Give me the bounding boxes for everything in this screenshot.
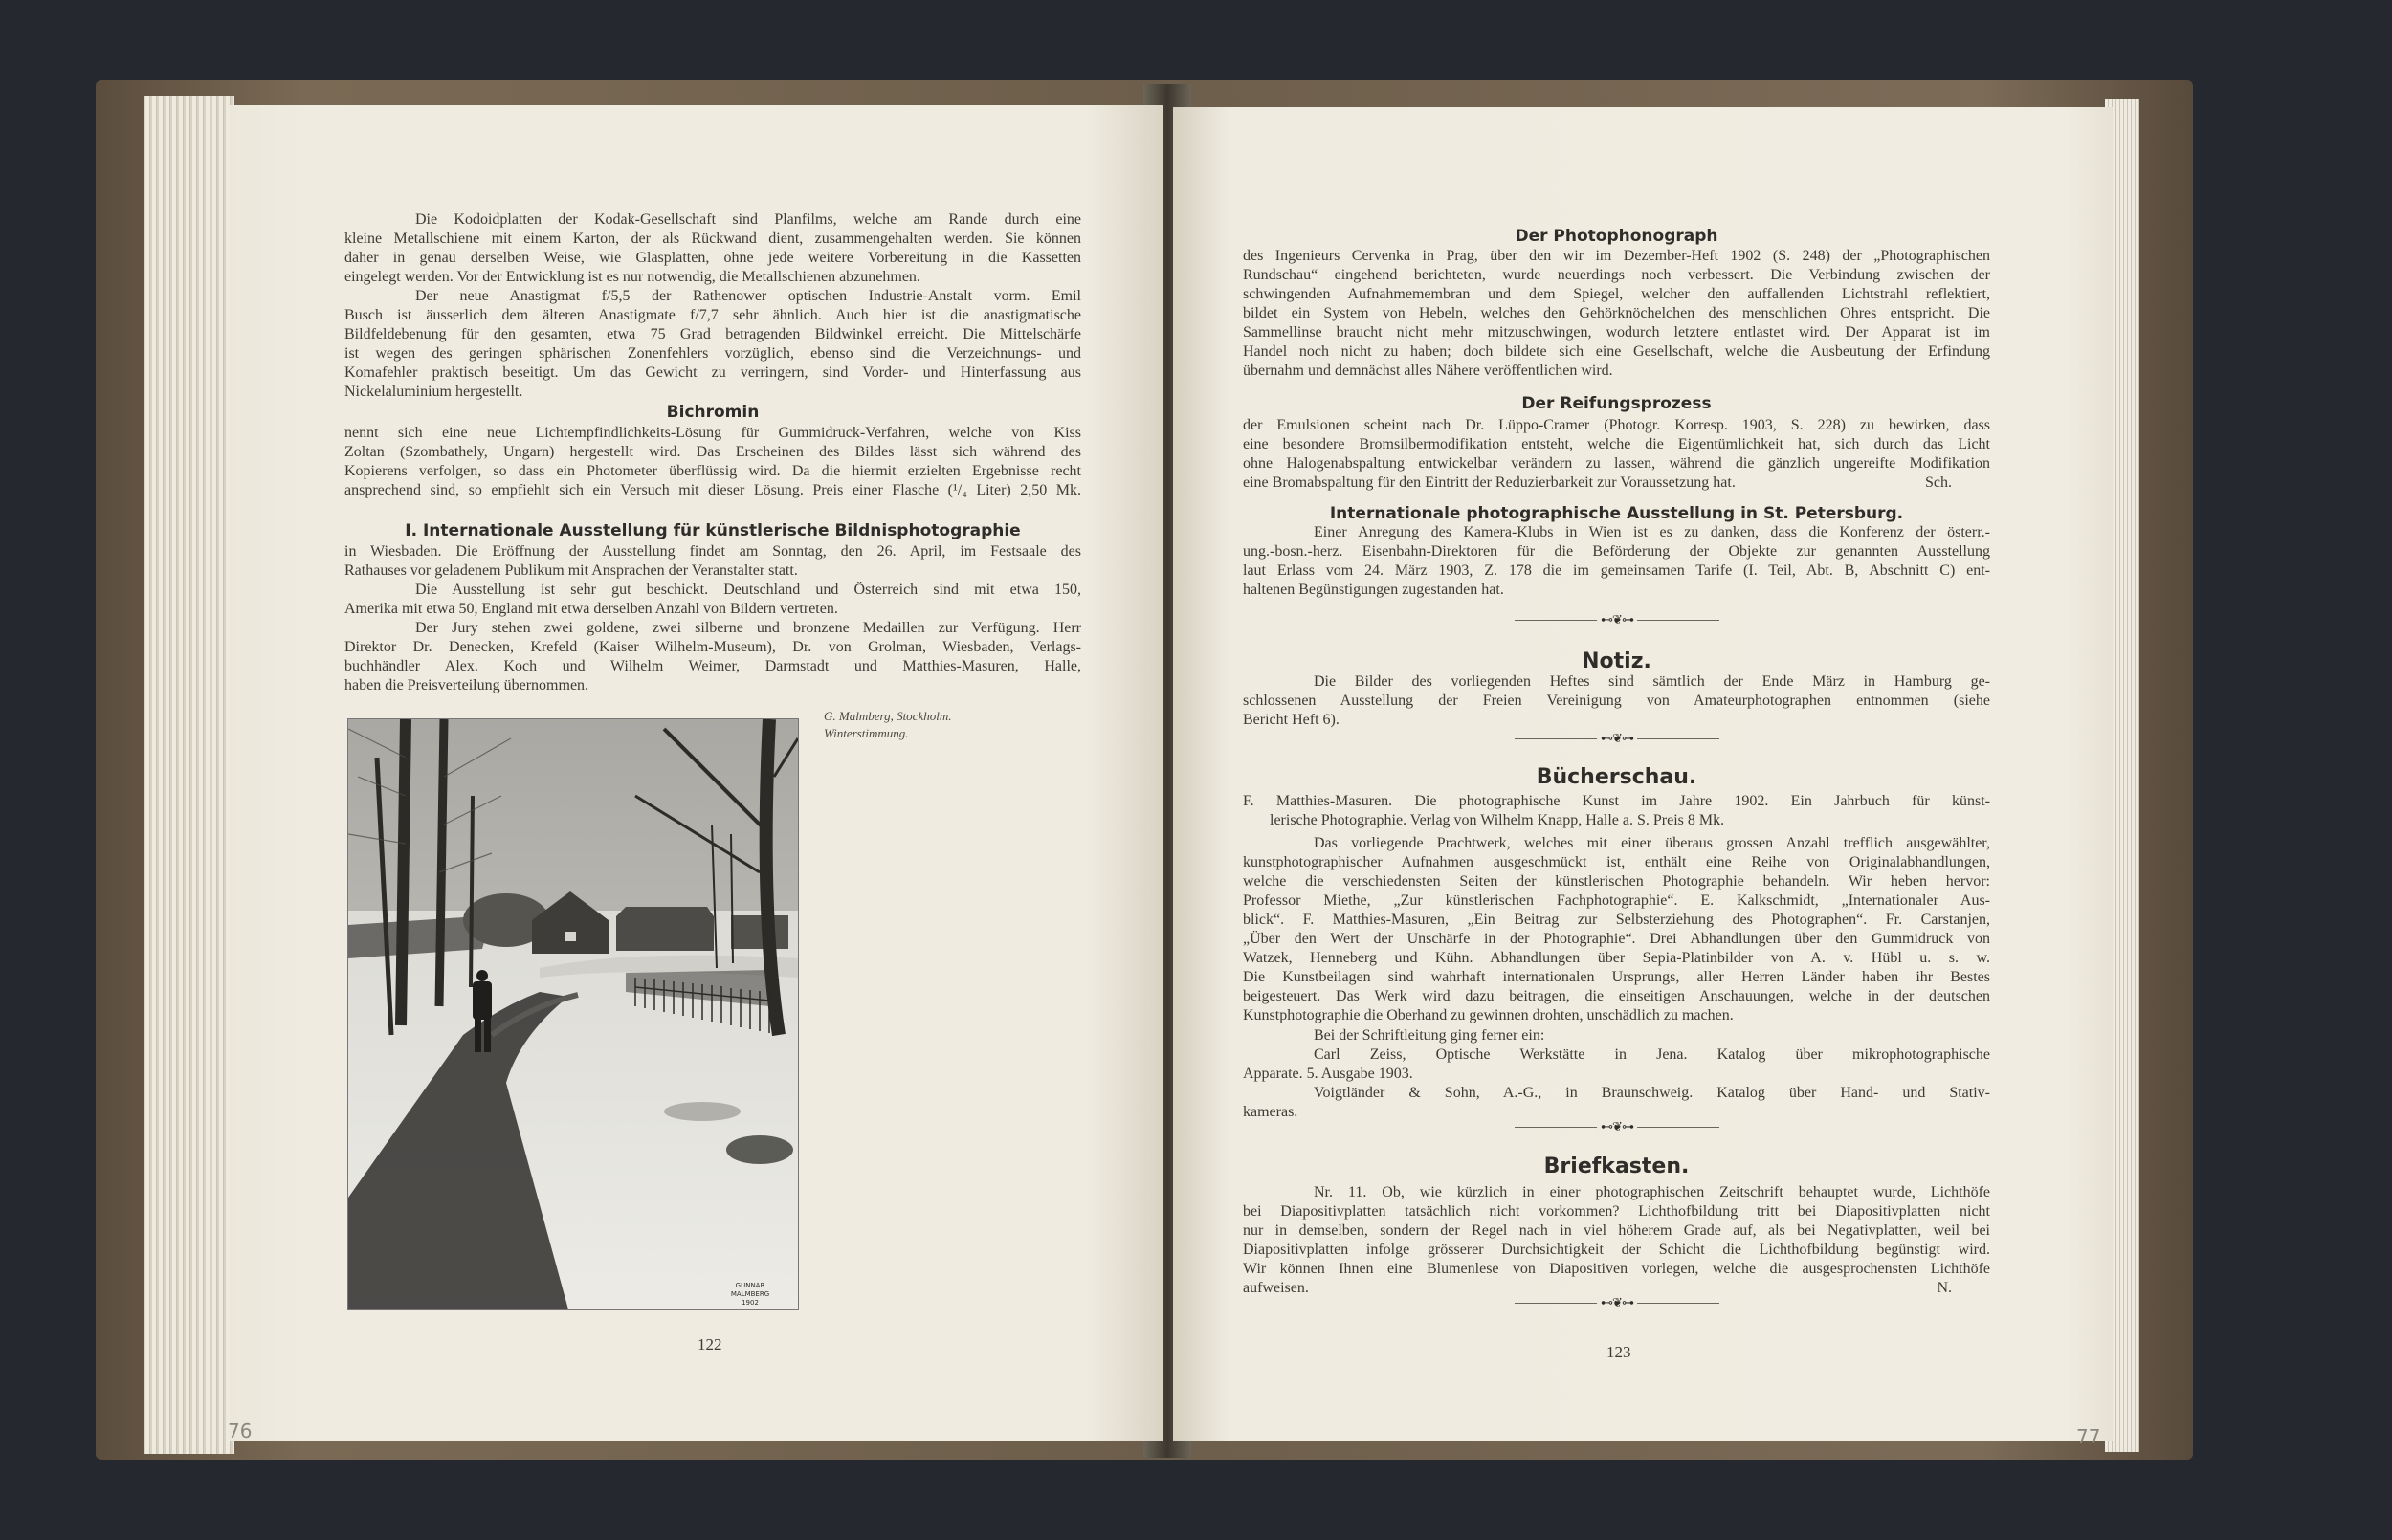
buecherschau-text [1243, 834, 1990, 1025]
line-text: Sammellinse braucht nicht mehr mitzuschwingen, wodurch letztere entlastet wird. Der Apparat ist im [1243, 324, 1990, 341]
text-line [344, 657, 1081, 676]
text-line [1243, 853, 1990, 872]
line-text: Diapositivplatten infolge grösserer Durchsichtigkeit der Schicht die Lichthofbildung begünstigt wird. [1243, 1242, 1990, 1258]
line-text: Einer Anregung des Kamera-Klubs in Wien ist es zu danken, dass die Konferenz der österr.- [1314, 524, 1990, 540]
line-text: kameras. [1243, 1104, 1298, 1120]
line-text: Bericht Heft 6). [1243, 712, 1340, 728]
text-line [1243, 1006, 1990, 1025]
line-text: Busch ist äusserlich dem älteren Anastigmate f/7,7 sehr ähnlich. Auch hier ist die anastigmatische [344, 307, 1081, 323]
line-text: Zoltan (Szombathely, Ungarn) hergestellt wird. Das Erscheinen des Bildes lässt sich während des [344, 444, 1081, 460]
kodoid-anastigmat-text [344, 210, 1081, 402]
line-text: daher in genau derselben Weise, wie Glasplatten, ohne jede weitere Vorbereitung in die Kassetten [344, 250, 1081, 266]
ornament-divider [1515, 1295, 1719, 1309]
line-text: Bildfeldebenung für den gesamten, etwa 75 Grad betragenden Bildwinkel erreicht. Die Mittelschärfe [344, 326, 1081, 342]
text-line [344, 676, 1081, 695]
text-line [1243, 1241, 1990, 1260]
text-line [1243, 323, 1990, 342]
text-line [344, 481, 1081, 500]
text-line [344, 443, 1081, 462]
line-text: bildet ein System von Hebeln, welches den Gehörknöchelchen des menschlichen Ohres entspricht. Die [1243, 305, 1990, 321]
text-line [344, 638, 1081, 657]
text-line [1243, 891, 1990, 911]
text-line [1243, 1260, 1990, 1279]
text-line [1243, 1045, 1990, 1065]
exhibition-text [344, 542, 1081, 695]
line-text: Die Kodoidplatten der Kodak-Gesellschaft sind Planfilms, welche am Rande durch eine [415, 211, 1081, 228]
line-text: übernahm und demnächst alles Nähere veröffentlichen wird. [1243, 363, 1613, 379]
photophonograph-heading: Der Photophonograph [1515, 227, 1718, 246]
ornament-divider [1515, 1119, 1719, 1133]
exhibition-heading: I. Internationale Ausstellung für künstlerische Bildnisphotographie [405, 521, 1021, 540]
line-text: „Über den Wert der Unschärfe in der Photographie“. Drei Abhandlungen über den Gummidruck von [1243, 931, 1990, 947]
text-line [1243, 542, 1990, 561]
text-line [1243, 454, 1990, 473]
buecherschau-title [1243, 792, 1990, 830]
line-text: nennt sich eine neue Lichtempfindlichkeits-Lösung für Gummidruck-Verfahren, welche von Kiss [344, 425, 1081, 441]
svg-text:MALMBERG: MALMBERG [730, 1290, 770, 1298]
line-text: Nickelaluminium hergestellt. [344, 384, 523, 400]
text-line [1243, 416, 1990, 435]
text-line [344, 600, 1081, 619]
text-line [1243, 1183, 1990, 1202]
petersburg-text [1243, 523, 1990, 600]
line-text: ung.-bosn.-herz. Eisenbahn-Direktoren für die Beförderung der Objekte zur genannten Ausstellung [1243, 543, 1990, 560]
line-text: ansprechend sind, so empfiehlt sich ein Versuch mit dieser Lösung. Preis einer Flasche (¹/₄ Liter) 2,50 Mk. [344, 482, 1081, 498]
photophonograph-text [1243, 247, 1990, 381]
line-text: Voigtländer & Sohn, A.-G., in Braunschweig. Katalog über Hand- und Stativ- [1314, 1085, 1990, 1101]
line-text: nur in demselben, sondern der Regel nach in viel höherem Grade auf, als bei Negativplatten, weil bei [1243, 1222, 1990, 1239]
line-text: laut Erlass vom 24. März 1903, Z. 178 die im gemeinsamen Tarife (I. Teil, Abt. B, Abschnitt C) ent- [1243, 562, 1990, 579]
text-line [344, 325, 1081, 344]
text-line [1243, 834, 1990, 853]
line-text: Wir können Ihnen eine Blumenlese von Diapositiven vorlegen, welche die ausgesprochensten Lichthöfe [1243, 1261, 1990, 1277]
text-line [1243, 561, 1990, 581]
text-line [1243, 911, 1990, 930]
line-text: Die Kunstbeilagen sind wahrhaft internationalen Ursprungs, aller Herren Länder haben ihr Bestes [1243, 969, 1990, 985]
svg-text:1902: 1902 [742, 1299, 759, 1307]
briefkasten-text [1243, 1183, 1990, 1298]
ornament-icon: ⊷❦⊶ [1597, 611, 1637, 628]
text-line [344, 619, 1081, 638]
line-text: schlossenen Ausstellung der Freien Vereinigung von Amateurphotographen entnommen (siehe [1243, 693, 1990, 709]
text-line [344, 561, 1081, 581]
line-text: bei Diapositivplatten tatsächlich nicht vorkommen? Lichthofbildung tritt bei Diapositivplatten nicht [1243, 1203, 1990, 1220]
line-text: Rathauses vor geladenem Publikum mit Ansprachen der Veranstalter statt. [344, 562, 798, 579]
line-text: haben die Preisverteilung übernommen. [344, 677, 589, 693]
line-text: in Wiesbaden. Die Eröffnung der Ausstellung findet am Sonntag, den 26. April, im Festsaale des [344, 543, 1081, 560]
buecherschau-heading: Bücherschau. [1536, 765, 1697, 789]
photo-caption-title: Winterstimmung. [824, 726, 909, 740]
author-initials: Sch. [1925, 474, 1952, 491]
author-initials: N. [1937, 1280, 1952, 1296]
line-text: lerische Photographie. Verlag von Wilhelm Knapp, Halle a. S. Preis 8 Mk. [1270, 812, 1725, 828]
line-text: Kopierens verfolgen, so dass ein Photometer überflüssig wird. Da die hiermit erzielten Ergebnisse recht [344, 463, 1081, 479]
line-text: Apparate. 5. Ausgabe 1903. [1243, 1066, 1413, 1082]
eingaenge-text [1243, 1026, 1990, 1122]
petersburg-heading: Internationale photographische Ausstellung in St. Petersburg. [1329, 504, 1904, 523]
bichromin-text [344, 424, 1081, 500]
line-text: Amerika mit etwa 50, England mit etwa derselben Anzahl von Bildern vertreten. [344, 601, 838, 617]
text-line [1243, 247, 1990, 266]
line-text: welche die verschiedensten Seiten der künstlerischen Photographie behandeln. Wir heben hervor: [1243, 873, 1990, 890]
text-line [344, 363, 1081, 383]
line-text: schwingenden Aufnahmemembran und dem Spiegel, welcher den auffallenden Lichtstrahl reflektiert, [1243, 286, 1990, 302]
ornament-icon: ⊷❦⊶ [1597, 1118, 1637, 1135]
line-text: kleine Metallschiene mit einem Karton, der als Rückwand dient, zusammengehalten werden. Sie können [344, 231, 1081, 247]
text-line [344, 268, 1081, 287]
line-text: eine Bromabspaltung für den Eintritt der Reduzierbarkeit zur Voraussetzung hat. [1243, 474, 1736, 491]
line-text: Professor Miethe, „Zur künstlerischen Fachphotographie“. E. Kalkschmidt, „Internationaler Aus- [1243, 892, 1990, 909]
text-line [344, 542, 1081, 561]
line-text: Rundschau“ eingehend berichteten, wurde neuerdings noch verbessert. Die Verbindung zwischen der [1243, 267, 1990, 283]
ornament-divider [1515, 612, 1719, 627]
text-line [344, 383, 1081, 402]
text-line [1243, 1202, 1990, 1221]
line-text: Der neue Anastigmat f/5,5 der Rathenower optischen Industrie-Anstalt vorm. Emil [415, 288, 1081, 304]
text-line [1243, 792, 1990, 811]
line-text: der Emulsionen scheint nach Dr. Lüppo-Cramer (Photogr. Korresp. 1903, S. 228) zu bewirken, dass [1243, 417, 1990, 433]
line-text: aufweisen. [1243, 1280, 1309, 1296]
line-text: blick“. F. Matthies-Masuren, „Ein Beitrag zur Selbsterziehung des Photographen“. Fr. Carstanjen, [1243, 912, 1990, 928]
line-text: Kunstphotographie die Oberhand zu gewinnen drohten, unschädlich zu machen. [1243, 1007, 1734, 1023]
ornament-divider [1515, 731, 1719, 745]
text-line [1243, 949, 1990, 968]
text-line [1243, 692, 1990, 711]
line-text: eine besondere Bromsilbermodifikation entsteht, welche die Eigentümlichkeit hat, sich durch das Licht [1243, 436, 1990, 452]
winter-landscape-image [348, 719, 798, 1309]
text-line [1243, 1065, 1990, 1084]
page-edges-left [144, 96, 234, 1454]
line-text: Die Bilder des vorliegenden Heftes sind sämtlich der Ende März in Hamburg ge- [1314, 673, 1990, 690]
text-line [1243, 435, 1990, 454]
ornament-icon: ⊷❦⊶ [1597, 730, 1637, 747]
text-line [344, 287, 1081, 306]
reifungsprozess-heading: Der Reifungsprozess [1521, 394, 1712, 413]
briefkasten-heading: Briefkasten. [1543, 1155, 1690, 1178]
reifungsprozess-text [1243, 416, 1990, 493]
text-line [1243, 473, 1990, 493]
line-text: Das vorliegende Prachtwerk, welches mit einer überaus grossen Anzahl trefflich ausgewählter, [1314, 835, 1990, 851]
line-text: kunstphotographischer Aufnahmen ausgeschmückt ist, enthält eine Reihe von Originalabhandlungen, [1243, 854, 1990, 870]
line-text: Der Jury stehen zwei goldene, zwei silberne und bronzene Medaillen zur Verfügung. Herr [415, 620, 1081, 636]
pencil-annotation-left: 76 [228, 1419, 253, 1442]
text-line [344, 230, 1081, 249]
text-line [1243, 581, 1990, 600]
text-line [1243, 930, 1990, 949]
line-text: F. Matthies-Masuren. Die photographische Kunst im Jahre 1902. Ein Jahrbuch für künst- [1243, 793, 1990, 809]
text-line [344, 306, 1081, 325]
text-line [1243, 342, 1990, 362]
text-line [344, 249, 1081, 268]
text-line [1243, 872, 1990, 891]
line-text: Carl Zeiss, Optische Werkstätte in Jena. Katalog über mikrophotographische [1314, 1046, 1990, 1063]
text-line [1243, 266, 1990, 285]
text-line [344, 424, 1081, 443]
text-line [1243, 987, 1990, 1006]
text-line [1243, 711, 1990, 730]
photo-caption-author: G. Malmberg, Stockholm. [824, 709, 952, 723]
line-text: Komafehler praktisch beseitigt. Um das Gewicht zu verringern, sind Vorder- und Hinterfassung aus [344, 364, 1081, 381]
line-text: buchhändler Alex. Koch und Wilhelm Weimer, Darmstadt und Matthies-Masuren, Halle, [344, 658, 1081, 674]
text-line [1243, 1026, 1990, 1045]
notiz-text [1243, 672, 1990, 730]
text-line [1243, 523, 1990, 542]
text-line [1243, 1221, 1990, 1241]
line-text: Watzek, Henneberg und Kühn. Abhandlungen über Sepia-Platinbilder von A. v. Hübl u. s. w. [1243, 950, 1990, 966]
line-text: Die Ausstellung ist sehr gut beschickt. Deutschland und Österreich sind mit etwa 150, [415, 582, 1081, 598]
line-text: Nr. 11. Ob, wie kürzlich in einer photographischen Zeitschrift behauptet wurde, Lichthöfe [1314, 1184, 1990, 1200]
text-line [1243, 1084, 1990, 1103]
text-line [1243, 811, 1990, 830]
photo-winterstimmung [347, 718, 799, 1310]
text-line [344, 344, 1081, 363]
photo-signature: GUNNAR [735, 1282, 765, 1289]
line-text: beigesteuert. Das Werk wird dazu beitragen, die einseitigen Anschauungen, welche in der deutschen [1243, 988, 1990, 1004]
text-line [1243, 285, 1990, 304]
ornament-icon: ⊷❦⊶ [1597, 1294, 1637, 1311]
text-line [1243, 968, 1990, 987]
bichromin-heading: Bichromin [666, 403, 760, 422]
text-line [1243, 362, 1990, 381]
notiz-heading: Notiz. [1582, 649, 1651, 673]
text-line [344, 462, 1081, 481]
text-line [344, 210, 1081, 230]
line-text: haltenen Begünstigungen zugestanden hat. [1243, 582, 1504, 598]
line-text: ohne Halogenabspaltung entwickelbar verändern zu lassen, während die gänzlich ungereifte Modifikation [1243, 455, 1990, 472]
text-line [1243, 304, 1990, 323]
line-text: Direktor Dr. Denecken, Krefeld (Kaiser Wilhelm-Museum), Dr. von Grolman, Wiesbaden, Verlags- [344, 639, 1081, 655]
page-number-right: 123 [1606, 1343, 1631, 1361]
line-text: eingelegt werden. Vor der Entwicklung ist es nur notwendig, die Metallschienen abzunehmen. [344, 269, 920, 285]
pencil-annotation-right: 77 [2076, 1425, 2101, 1448]
text-line [1243, 672, 1990, 692]
line-text: Bei der Schriftleitung ging ferner ein: [1314, 1027, 1545, 1044]
line-text: ist wegen des geringen sphärischen Zonenfehlers vorzüglich, ebenso sind die Verzeichnungs- und [344, 345, 1081, 362]
line-text: des Ingenieurs Cervenka in Prag, über den wir im Dezember-Heft 1902 (S. 248) der „Photographischen [1243, 248, 1990, 264]
text-line [344, 581, 1081, 600]
page-number-left: 122 [698, 1335, 722, 1353]
line-text: Handel noch nicht zu haben; doch bildete sich eine Gesellschaft, welche die Ausbeutung der Erfindung [1243, 343, 1990, 360]
